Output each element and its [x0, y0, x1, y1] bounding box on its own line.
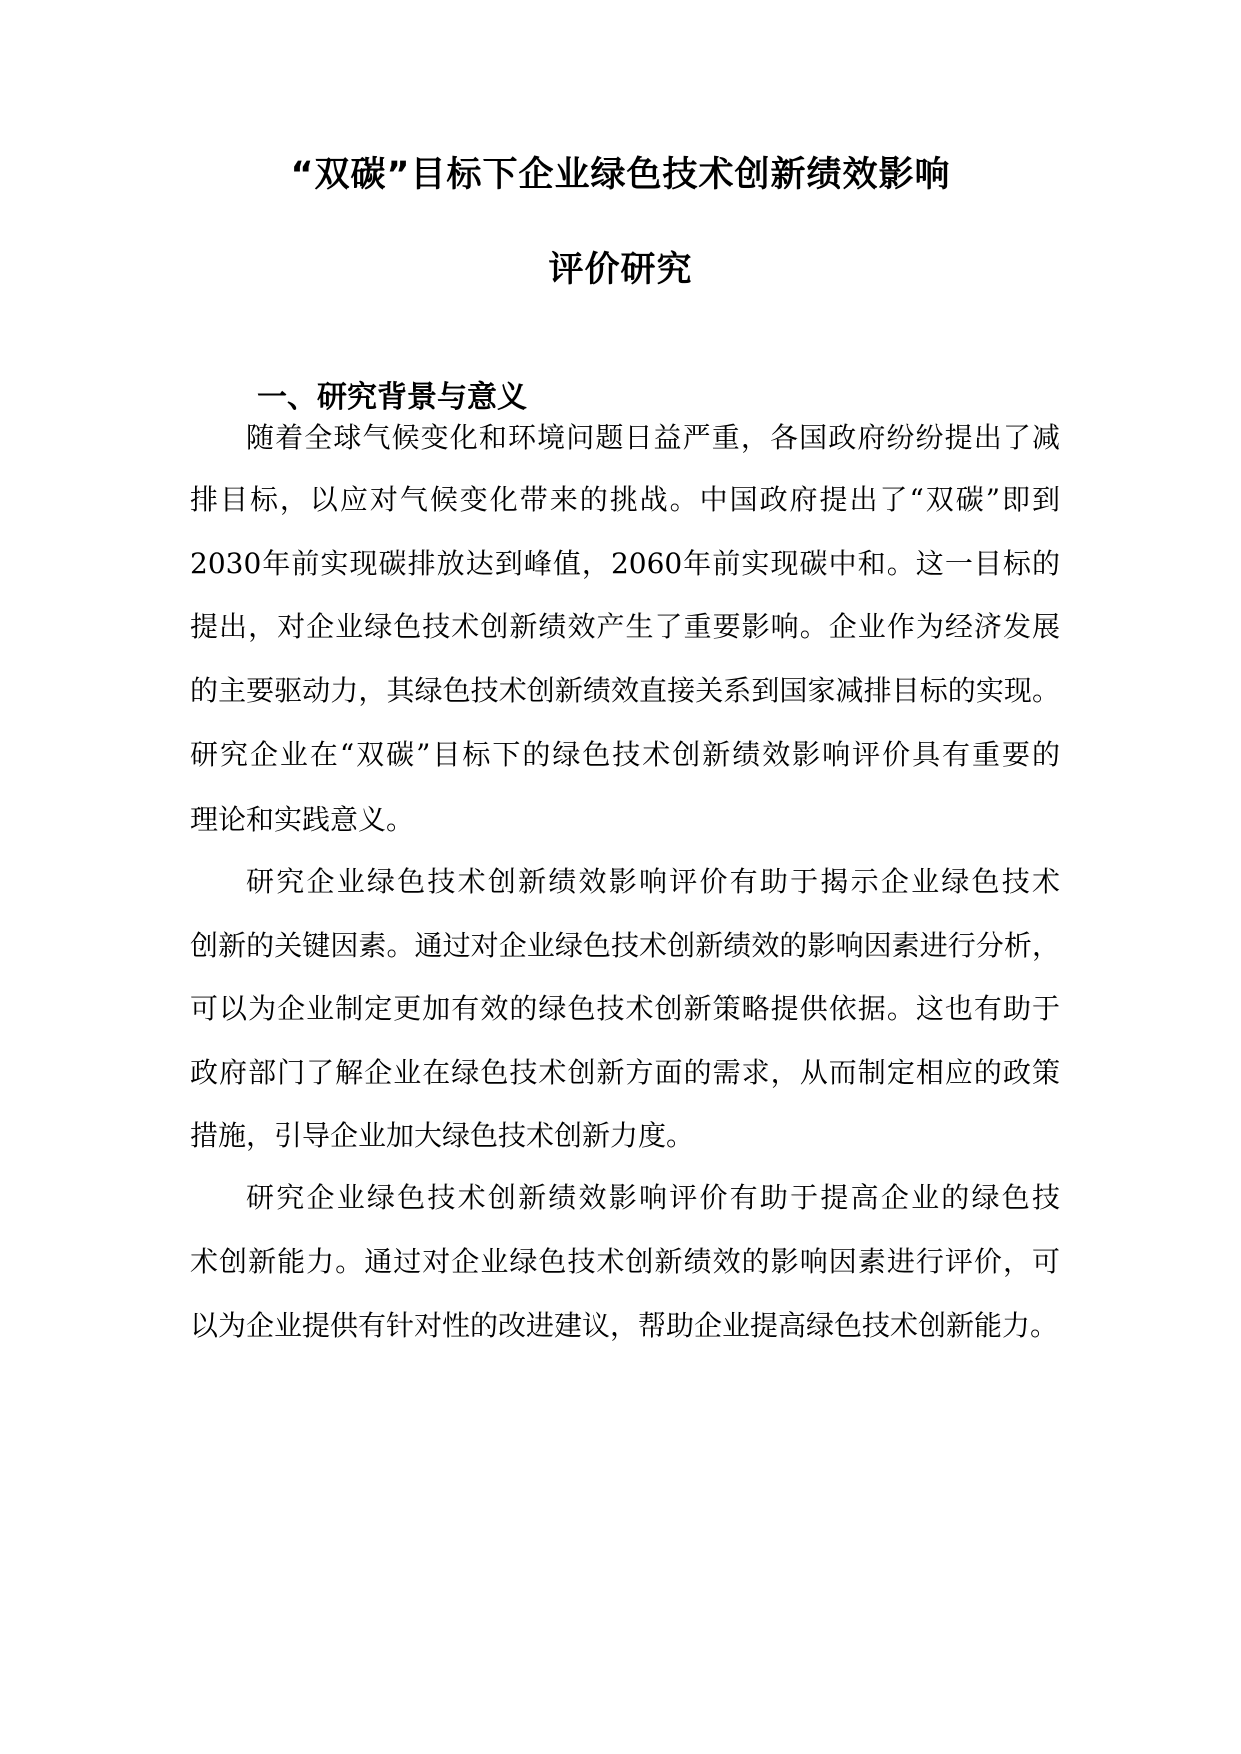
paragraph-1-line-2: 排目标，以应对气候变化带来的挑战。中国政府提出了“双碳”即到 — [190, 483, 1060, 516]
document-title-line-1: “双碳”目标下企业绿色技术创新绩效影响 — [290, 155, 951, 195]
paragraph-2-line-2: 创新的关键因素。通过对企业绿色技术创新绩效的影响因素进行分析， — [190, 929, 1060, 962]
paragraph-1-line-5: 的主要驱动力，其绿色技术创新绩效直接关系到国家减排目标的实现。 — [190, 674, 1060, 707]
paragraph-2-line-3: 可以为企业制定更加有效的绿色技术创新策略提供依据。这也有助于 — [190, 992, 1060, 1025]
paragraph-2-line-1: 研究企业绿色技术创新绩效影响评价有助于揭示企业绿色技术 — [246, 865, 1060, 898]
paragraph-2-line-5: 措施，引导企业加大绿色技术创新力度。 — [190, 1119, 695, 1152]
paragraph-3-line-3: 以为企业提供有针对性的改进建议，帮助企业提高绿色技术创新能力。 — [190, 1309, 1059, 1342]
paragraph-1-line-1: 随着全球气候变化和环境问题日益严重，各国政府纷纷提出了减 — [246, 421, 1060, 454]
paragraph-3-line-1: 研究企业绿色技术创新绩效影响评价有助于提高企业的绿色技 — [246, 1181, 1060, 1214]
paragraph-3-line-2: 术创新能力。通过对企业绿色技术创新绩效的影响因素进行评价，可 — [190, 1245, 1060, 1278]
document-title-line-2: 评价研究 — [548, 250, 693, 290]
paragraph-2-line-4: 政府部门了解企业在绿色技术创新方面的需求，从而制定相应的政策 — [190, 1056, 1060, 1089]
section-heading: 一、研究背景与意义 — [257, 380, 527, 415]
paragraph-1-line-7: 理论和实践意义。 — [190, 803, 415, 836]
paragraph-1-line-4: 提出，对企业绿色技术创新绩效产生了重要影响。企业作为经济发展 — [190, 610, 1060, 643]
paragraph-1-line-3: 2030年前实现碳排放达到峰值，2060年前实现碳中和。这一目标的 — [190, 547, 1060, 580]
paragraph-1-line-6: 研究企业在“双碳”目标下的绿色技术创新绩效影响评价具有重要的 — [190, 738, 1060, 771]
